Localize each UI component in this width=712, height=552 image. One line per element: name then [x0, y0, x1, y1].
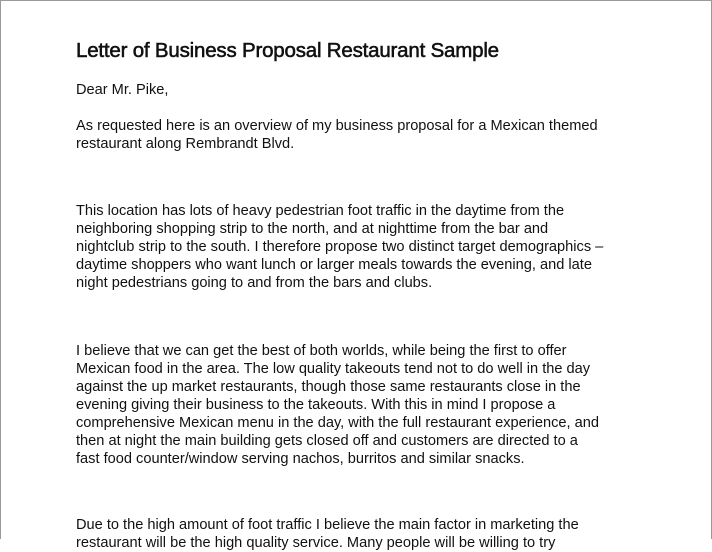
- paragraph-line: neighboring shopping strip to the north, and at nighttime from the bar and: [76, 221, 549, 237]
- paragraph-line: fast food counter/window serving nachos, burritos and similar snacks.: [76, 451, 525, 467]
- paragraph-3: [76, 342, 599, 468]
- paragraph-4: [76, 516, 579, 552]
- paragraph-line: restaurant will be the high quality service. Many people will be willing to try: [76, 535, 556, 551]
- paragraph-line: evening giving their business to the takeouts. With this in mind I propose a: [76, 397, 556, 413]
- paragraph-line: then at night the main building gets closed off and customers are directed to a: [76, 433, 578, 449]
- paragraph-1: [76, 117, 598, 153]
- paragraph-line: daytime shoppers who want lunch or larger meals towards the evening, and late: [76, 257, 592, 273]
- paragraph-line: Due to the high amount of foot traffic I believe the main factor in marketing the: [76, 517, 579, 533]
- paragraph-line: Mexican food in the area. The low quality takeouts tend not to do well in the day: [76, 361, 591, 377]
- paragraph-2: [76, 202, 603, 292]
- paragraph-line: comprehensive Mexican menu in the day, with the full restaurant experience, and: [76, 415, 599, 431]
- paragraph-line: I believe that we can get the best of both worlds, while being the first to offer: [76, 343, 567, 359]
- letter-title: Letter of Business Proposal Restaurant Sample: [76, 39, 499, 62]
- salutation: Dear Mr. Pike,: [76, 82, 169, 98]
- paragraph-line: This location has lots of heavy pedestrian foot traffic in the daytime from the: [76, 203, 565, 219]
- paragraph-line: As requested here is an overview of my business proposal for a Mexican themed: [76, 118, 598, 134]
- paragraph-line: against the up market restaurants, though those same restaurants close in the: [76, 379, 581, 395]
- paragraph-line: restaurant along Rembrandt Blvd.: [76, 136, 295, 152]
- letter-body: [76, 39, 636, 551]
- paragraph-line: nightclub strip to the south. I therefore propose two distinct target demographics –: [76, 239, 604, 255]
- paragraph-line: night pedestrians going to and from the bars and clubs.: [76, 275, 433, 291]
